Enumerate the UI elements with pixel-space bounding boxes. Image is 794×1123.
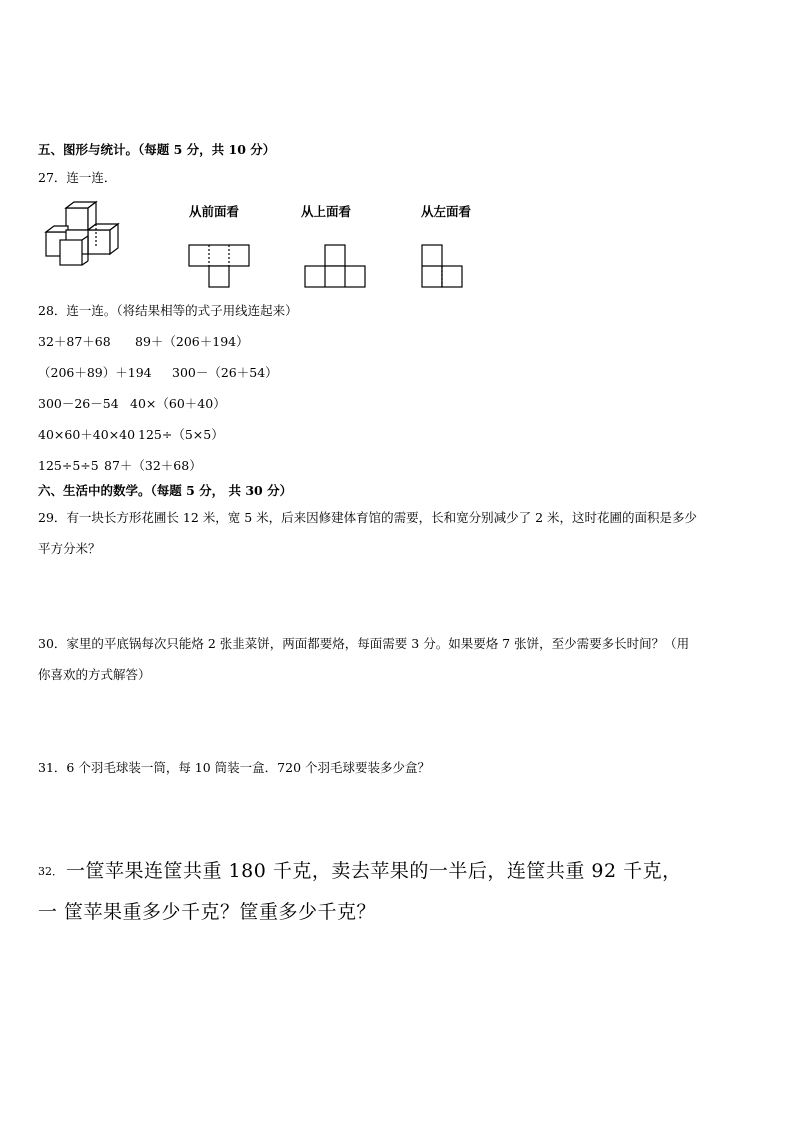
question-29-line-1: 29．有一块长方形花圃长 12 米，宽 5 米，后来因修建体育馆的需要，长和宽分别减少了 2 米，这时花圃的面积是多少 <box>38 510 698 525</box>
left-view-shape <box>421 244 463 288</box>
view-label-top: 从上面看 <box>301 204 352 219</box>
question-30-line-1: 30．家里的平底锅每次只能烙 2 张韭菜饼，两面都要烙，每面需要 3 分。如果要烙 7 张饼，至少需要多长时间？（用 <box>38 636 690 651</box>
top-view-shape <box>304 244 366 288</box>
expr-left-1: 32＋87＋68 <box>38 334 111 349</box>
expr-right-1: 89＋（206＋194） <box>135 334 249 349</box>
question-32-line-1: 一筐苹果连筐共重 180 千克，卖去苹果的一半后，连筐共重 92 千克， <box>66 860 682 882</box>
section-5-heading: 五、图形与统计。（每题 5 分，共 10 分） <box>38 142 276 157</box>
expr-left-4: 40×60＋40×40 <box>38 427 136 442</box>
expr-right-4: 125÷（5×5） <box>138 427 224 442</box>
front-view-shape <box>188 244 250 288</box>
expr-right-3: 40×（60＋40） <box>130 396 226 411</box>
expr-right-2: 300－（26＋54） <box>172 365 278 380</box>
expr-left-2: （206＋89）＋194 <box>38 365 152 380</box>
view-label-front: 从前面看 <box>189 204 240 219</box>
question-28-text: 28．连一连。（将结果相等的式子用线连起来） <box>38 303 298 318</box>
question-32-line-2: 一 筐苹果重多少千克？筐重多少千克？ <box>38 901 377 923</box>
section-6-heading: 六、生活中的数学。（每题 5 分， 共 30 分） <box>38 483 293 498</box>
expr-left-3: 300－26－54 <box>38 396 119 411</box>
expr-left-5: 125÷5÷5 <box>38 458 99 473</box>
question-31-text: 31．6 个羽毛球装一筒，每 10 筒装一盒．720 个羽毛球要装多少盒？ <box>38 760 431 775</box>
question-32-number: 32． <box>38 865 63 878</box>
question-30-line-2: 你喜欢的方式解答） <box>38 667 151 682</box>
question-27-text: 27．连一连． <box>38 170 117 185</box>
expr-right-5: 87＋（32＋68） <box>104 458 202 473</box>
question-29-line-2: 平方分米？ <box>38 541 101 556</box>
view-label-left: 从左面看 <box>421 204 472 219</box>
cube-stack-figure <box>44 200 124 270</box>
